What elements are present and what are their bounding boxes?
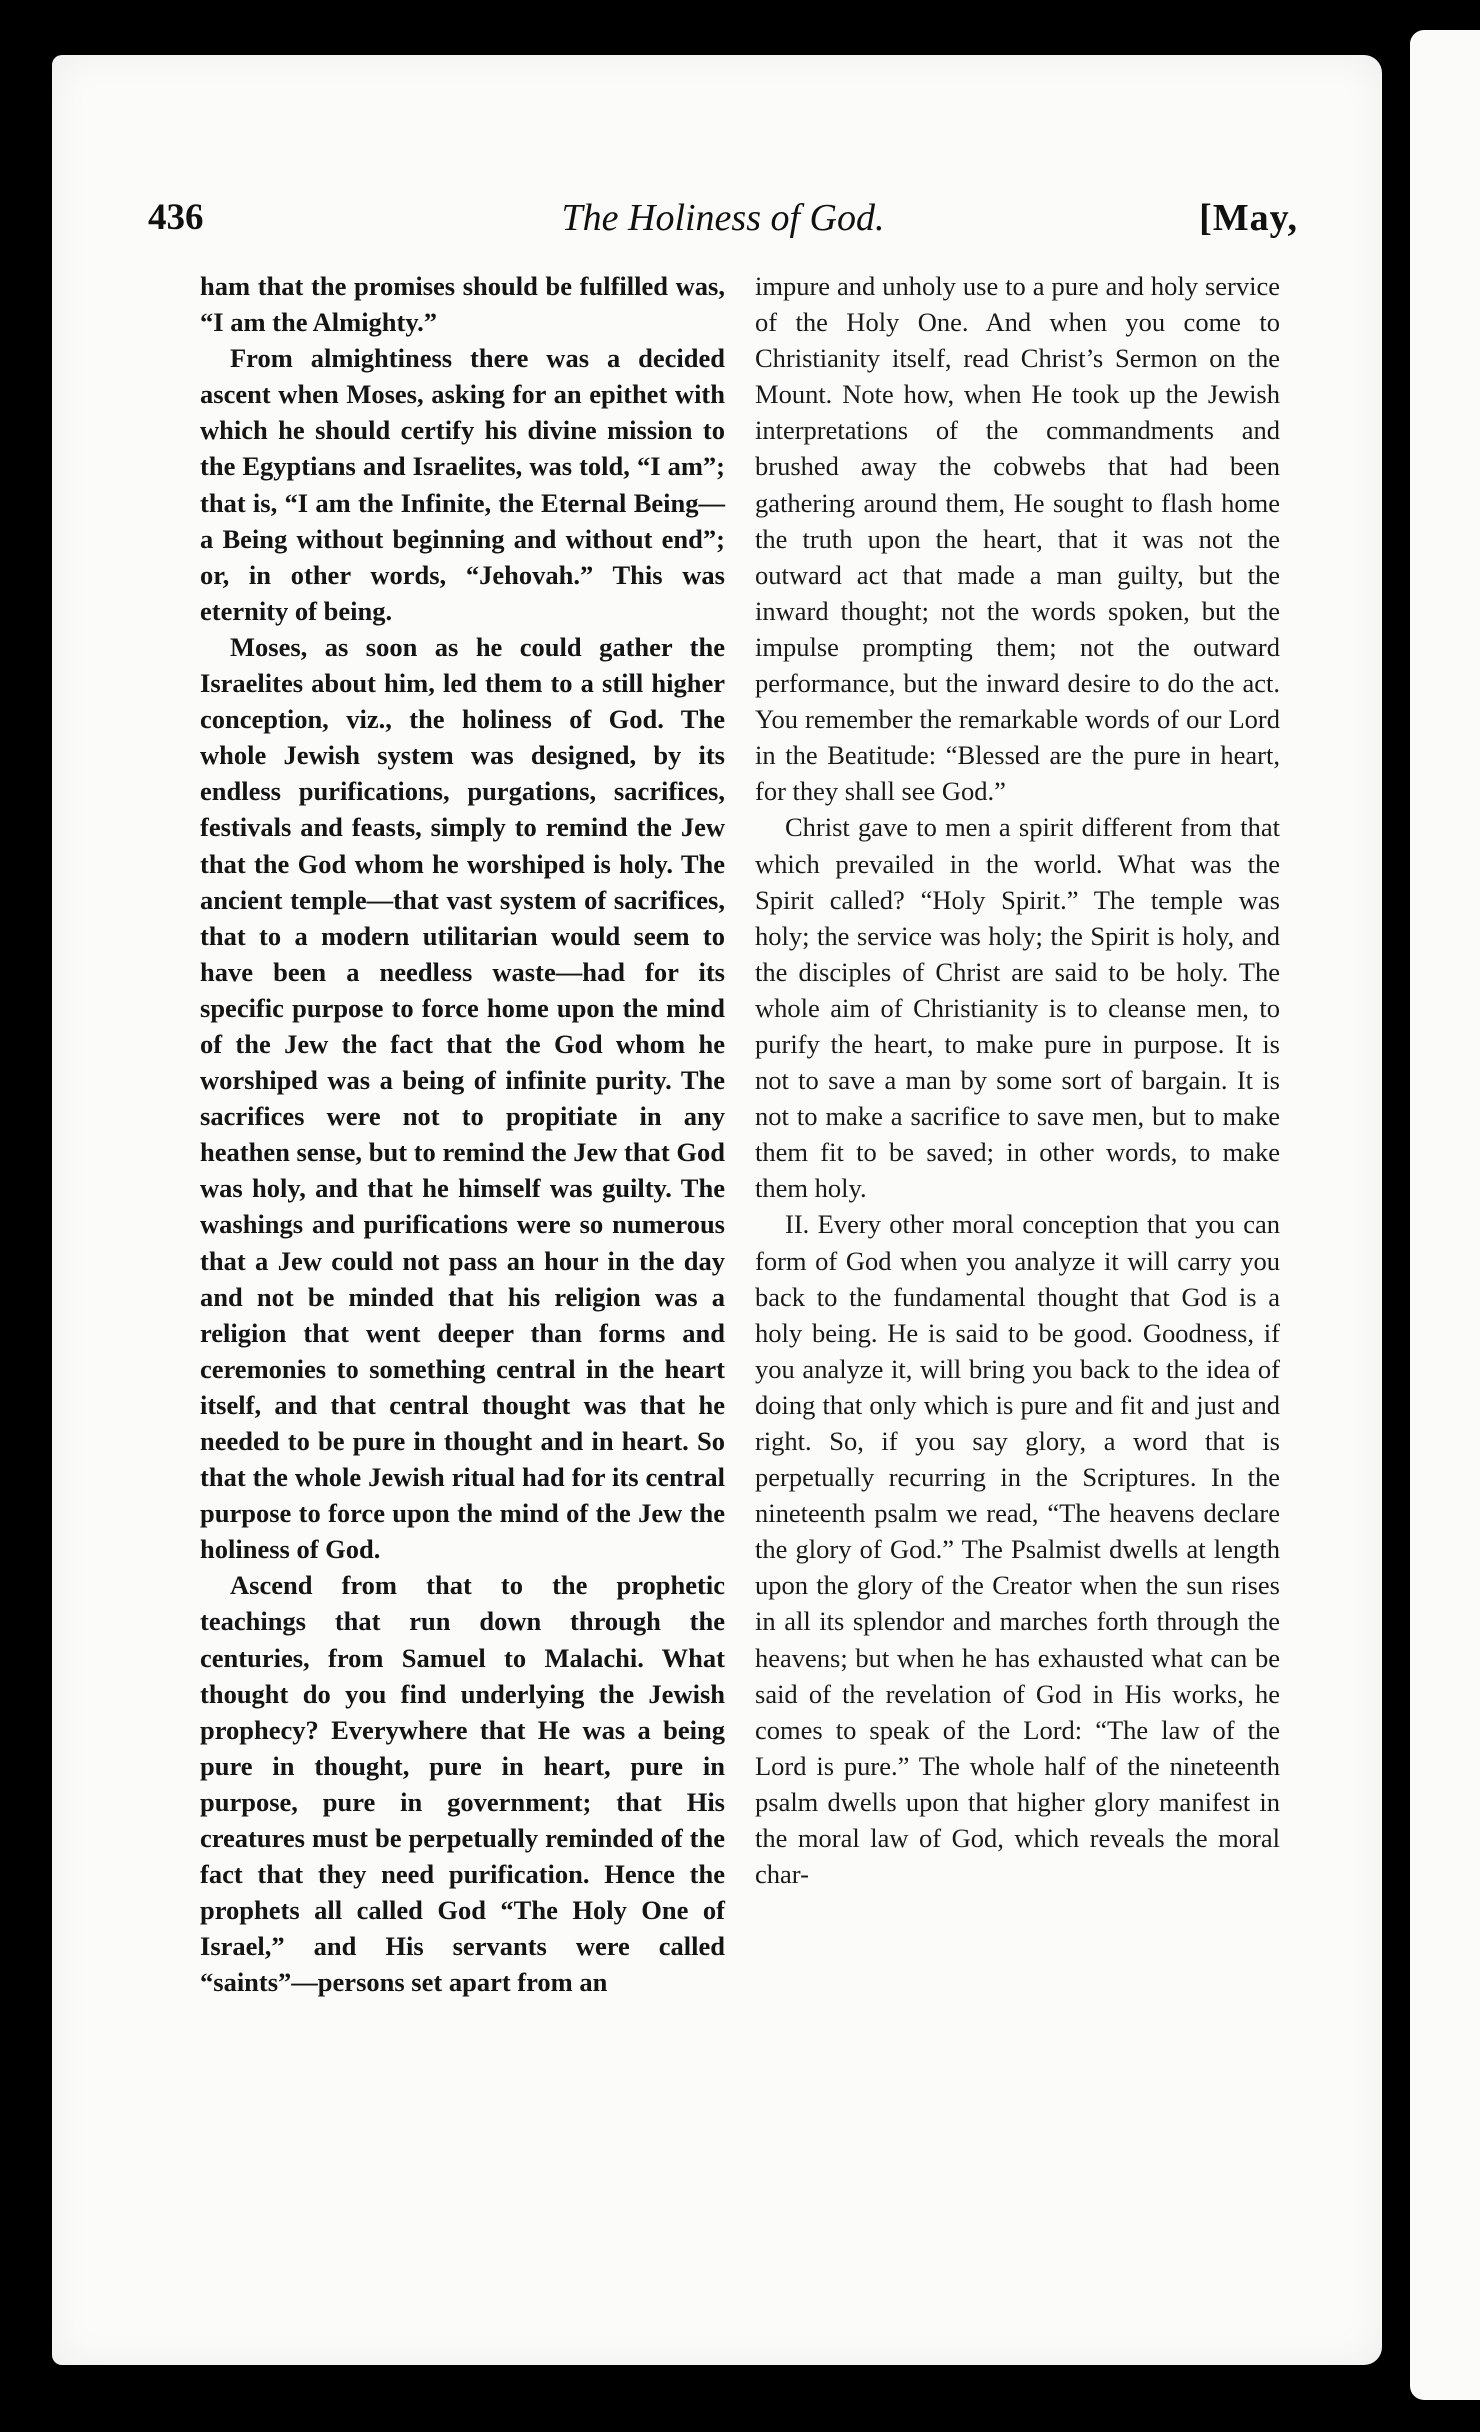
paragraph: II. Every other moral conception that you can form of God when you analyze it will carry you back to the fundamental thought that God is a holy being. He is said to be good. Goodness, if you analyze it, will bring you back to the idea of doing that only which is pure and fit and just and right. So, if you say glory, a word that is perpetually recurring in the Scriptures. In the nineteenth psalm we read, “The heavens declare the glory of God.” The Psalmist dwells at length upon the glory of the Creator when the sun rises in all its splendor and marches forth through the heavens; but when he has exhausted what can be said of the revelation of God in His works, he comes to speak of the Lord: “The law of the Lord is pure.” The whole half of the nineteenth psalm dwells upon that higher glory manifest in the moral law of God, which reveals the moral char- xyxy=(755,1209,1280,1890)
page-header xyxy=(148,196,1298,256)
paragraph: Ascend from that to the prophetic teachings that run down through the centuries, from Samuel to Malachi. What thought do you find underlying the Jewish prophecy? Everywhere that He was a being pure in thought, pure in heart, pure in purpose, pure in government; that His creatures must be perpetually reminded of the fact that they need purification. Hence the prophets all called God “The Holy One of Israel,” and His servants were called “saints”—persons set apart from an xyxy=(200,1570,725,1998)
paragraph: impure and unholy use to a pure and holy service of the Holy One. And when you come to Christianity itself, read Christ’s Sermon on the Mount. Note how, when He took up the Jewish interpretations of the commandments and brushed away the cobwebs that had been gathering around them, He sought to flash home the truth upon the heart, that it was not the outward act that made a man guilty, but the inward thought; not the words spoken, but the impulse prompting them; not the outward performance, but the inward desire to do the act. You remember the remarkable words of our Lord in the Beatitude: “Blessed are the pure in heart, for they shall see God.” xyxy=(755,271,1280,807)
page-number: 436 xyxy=(148,197,204,238)
facing-page-edge xyxy=(1410,30,1480,2400)
left-column xyxy=(200,268,725,2001)
running-title: The Holiness of God. xyxy=(561,197,885,239)
paragraph: From almightiness there was a decided ascent when Moses, asking for an epithet with which he should certify his divine mission to the Egyptians and Israelites, was told, “I am”; that is, “I am the Infinite, the Eternal Being—a Being without beginning and without end”; or, in other words, “Jehovah.” This was eternity of being. xyxy=(200,343,725,626)
scan-speck xyxy=(20,1170,26,1180)
paragraph: Christ gave to men a spirit different from that which prevailed in the world. What was the Spirit called? “Holy Spirit.” The temple was holy; the service was holy; the Spirit is holy, and the disciples of Christ are said to be holy. The whole aim of Christianity is to cleanse men, to purify the heart, to make pure in purpose. It is not to save a man by some sort of bargain. It is not to make a sacrifice to save men, but to make them fit to be saved; in other words, to make them holy. xyxy=(755,812,1280,1204)
running-month: [May, xyxy=(1199,197,1298,239)
scan-speck xyxy=(40,1400,45,1408)
paragraph: ham that the promises should be fulfilled was, “I am the Almighty.” xyxy=(200,271,725,338)
right-column xyxy=(755,268,1280,1892)
paragraph: Moses, as soon as he could gather the Israelites about him, led them to a still higher conception, viz., the holiness of God. The whole Jewish system was designed, by its endless purifications, purgations, sacrifices, festivals and feasts, simply to remind the Jew that the God whom he worshiped is holy. The ancient temple—that vast system of sacrifices, that to a modern utilitarian would seem to have been a needless waste—had for its specific purpose to force home upon the mind of the Jew the fact that the God whom he worshiped was a being of infinite purity. The sacrifices were not to propitiate in any heathen sense, but to remind the Jew that God was holy, and that he himself was guilty. The washings and purifications were so numerous that a Jew could not pass an hour in the day and not be minded that his religion was a religion that went deeper than forms and ceremonies to something central in the heart itself, and that central thought was that he needed to be pure in thought and in heart. So that the whole Jewish ritual had for its central purpose to force upon the mind of the Jew the holiness of God. xyxy=(200,631,725,1565)
